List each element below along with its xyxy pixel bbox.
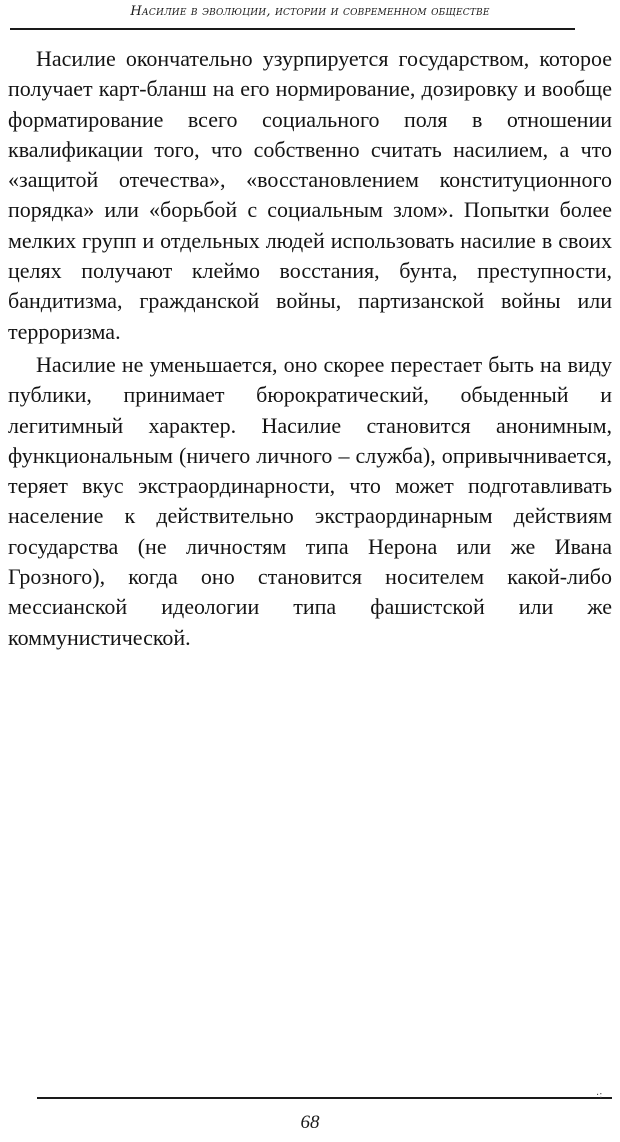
header-rule xyxy=(10,28,575,30)
paragraph: Насилие окончательно узурпируется государством, которое получает карт-бланш на его нормирование, дозировку и вообще форматирование всего социального поля в отношении квалификации того, что собственно считать насилием, а что «защитой отечества», «восстановлением конституционного порядка» или «борьбой с социальным злом». Попытки более мелких групп и отдельных людей использовать насилие в своих целях получают клеймо восстания, бунта, преступности, бандитизма, гражданской войны, партизанской войны или терроризма. xyxy=(8,46,612,344)
body-text xyxy=(8,44,612,656)
page-number: 68 xyxy=(300,1112,320,1133)
running-head: Насилие в эволюции, истории и современном обществе xyxy=(130,4,490,19)
paragraph: Насилие не уменьшается, оно скорее перестает быть на виду публики, принимает бюрократический, обыденный и легитимный характер. Насилие становится анонимным, функциональным (ничего личного – служба), опривычнивается, теряет вкус экстраординарности, что может подготавливать население к действительно экстраординарным действиям государства (не личностям типа Нерона или же Ивана Грозного), когда оно становится носителем какой-либо мессианской идеологии типа фашистской или же коммунистической. xyxy=(8,351,612,650)
footer-rule xyxy=(37,1097,612,1099)
scan-mark: ·: xyxy=(596,1090,603,1101)
